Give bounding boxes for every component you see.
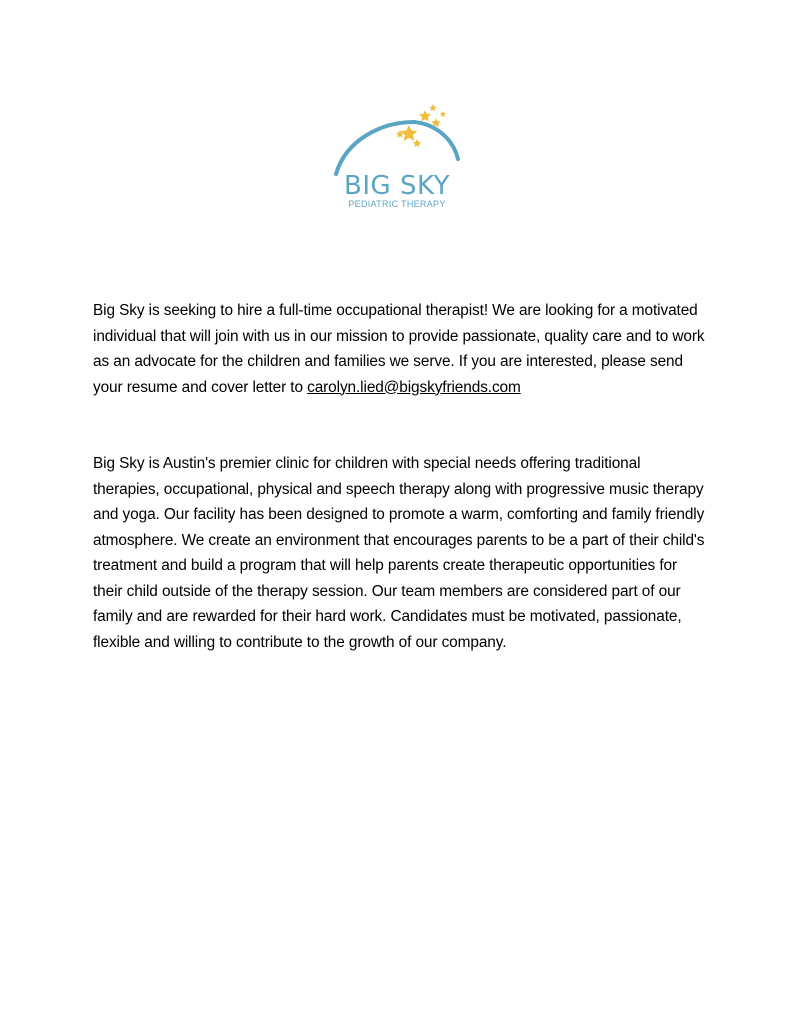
- big-sky-logo: [326, 104, 466, 214]
- logo-brand-name: BIG SKY: [344, 171, 450, 201]
- about-paragraph: Big Sky is Austin's premier clinic for children with special needs offering traditional therapies, occupational, physical and speech therapy along with progressive music therapy and yoga. Our facility has been designed to promote a warm, comforting and family friendly atmosphere. We create an environment that encourages parents to be a part of their child's treatment and build a program that will help parents create therapeutic opportunities for their child outside of the therapy session. Our team members are considered part of our family and are rewarded for their hard work. Candidates must be motivated, passionate, flexible and willing to contribute to the growth of our company.: [93, 455, 705, 651]
- contact-email-link[interactable]: carolyn.lied@bigskyfriends.com: [307, 378, 521, 396]
- star-icon: [419, 110, 431, 121]
- job-posting-paragraph: [93, 298, 708, 400]
- logo-tagline: PEDIATRIC THERAPY: [348, 199, 446, 209]
- star-icon: [440, 111, 446, 117]
- document-body: [93, 298, 708, 655]
- star-icon: [429, 104, 437, 111]
- logo-text: [332, 173, 462, 209]
- job-posting-text: Big Sky is seeking to hire a full-time occupational therapist! We are looking for a motivated individual that will join with us in our mission to provide passionate, quality care and to work as an advocate for the children and families we serve. If you are interested, please send your resume and cover letter to: [93, 302, 705, 396]
